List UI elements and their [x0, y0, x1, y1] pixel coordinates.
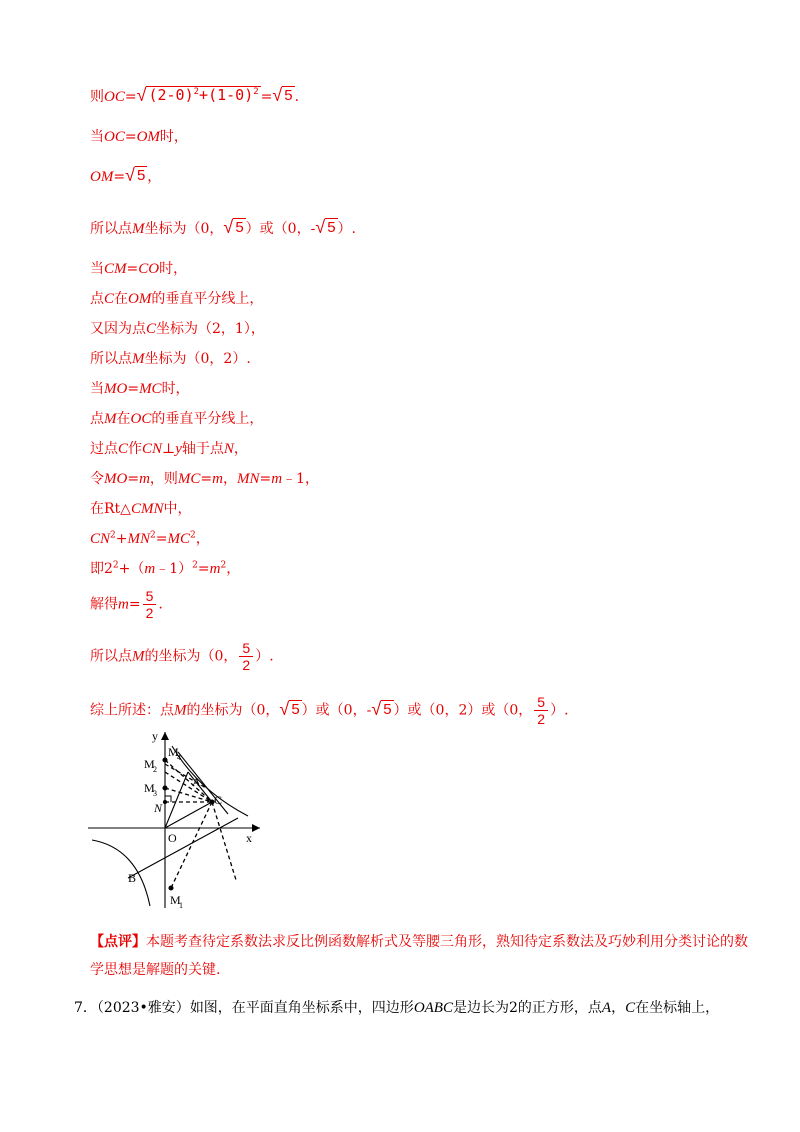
var: MC	[139, 381, 162, 397]
text: =	[155, 531, 168, 547]
line-bo	[128, 818, 238, 878]
var: m	[212, 471, 223, 487]
radicand: 5	[383, 700, 392, 718]
comment-block	[90, 928, 750, 984]
y-axis-arrow	[161, 732, 169, 740]
var: C	[104, 291, 115, 307]
numerator: 5	[534, 694, 548, 711]
text: ，	[233, 441, 248, 457]
fraction	[534, 694, 548, 727]
line-pythagoras	[90, 530, 210, 548]
line-m-on-bisector	[90, 410, 263, 428]
line-m-coords-frac	[90, 640, 274, 673]
text: =	[259, 471, 272, 487]
text: 时，	[159, 261, 188, 277]
text: 时，	[159, 129, 188, 145]
label-m2: M	[144, 757, 155, 771]
line-oc-distance	[90, 86, 299, 106]
radicand: 5	[235, 219, 244, 236]
label-o: O	[168, 831, 177, 845]
var: OC	[104, 89, 125, 105]
fraction	[239, 640, 253, 673]
dash-c-down	[212, 802, 236, 880]
text: =	[127, 471, 140, 487]
text: 解得	[90, 596, 118, 613]
text: 坐标为（0，	[144, 221, 224, 237]
text: =	[127, 381, 140, 397]
text: 点	[90, 291, 104, 307]
var: MC	[167, 531, 190, 547]
text: +（	[118, 561, 145, 577]
text: 当	[90, 381, 104, 397]
text: =	[124, 129, 137, 145]
text: ）或（0，	[245, 221, 311, 237]
line-equation	[90, 560, 240, 578]
radicand: 5	[291, 700, 300, 718]
label-m1-sub: 1	[179, 901, 183, 910]
line-om-value	[90, 166, 161, 186]
radicand: 5	[284, 87, 293, 104]
label-m3: M	[144, 781, 155, 795]
line-let-mo-m	[90, 470, 319, 488]
sqrt-expression	[279, 700, 301, 718]
label-m3-sub: 3	[153, 789, 157, 798]
var: M	[132, 648, 145, 665]
sqrt-result	[272, 86, 294, 104]
text: 综上所述：点	[90, 702, 174, 719]
text: 坐标为（2，1），	[156, 321, 265, 337]
point-m3	[163, 786, 167, 790]
dash-m2-c	[165, 760, 212, 802]
text: 在	[116, 411, 131, 427]
text: =	[260, 89, 273, 105]
radical-sign: √	[371, 698, 382, 719]
text: 在坐标轴上，	[635, 1000, 720, 1016]
var: m	[118, 596, 129, 613]
radical-sign: √	[125, 165, 135, 185]
text: ）或（0，	[301, 702, 367, 719]
text: 中，	[163, 501, 192, 517]
var: M	[174, 702, 187, 719]
var: MO	[104, 381, 128, 397]
label-m1: M	[170, 893, 181, 907]
text: 所以点	[90, 221, 132, 237]
var: m	[209, 561, 221, 577]
sqrt-expression	[137, 86, 261, 104]
fraction	[143, 588, 157, 621]
label-m4: M	[168, 745, 179, 759]
var: CO	[138, 261, 160, 277]
text: 令	[90, 471, 104, 487]
text: 时，	[161, 381, 190, 397]
line-solve-m	[90, 588, 163, 621]
text: 的坐标为（0，	[186, 702, 280, 719]
point-m2	[163, 758, 167, 762]
text: 则	[90, 89, 104, 105]
text: .	[294, 89, 300, 105]
text: 过点	[90, 441, 118, 457]
denominator: 2	[145, 605, 154, 621]
label-c: C	[214, 793, 223, 807]
var: M	[132, 221, 145, 237]
label-a: A	[192, 775, 201, 789]
text: ，	[147, 169, 162, 185]
text: 即2	[90, 561, 113, 577]
var: OM	[90, 169, 114, 185]
exp: 2	[193, 87, 200, 97]
exp: 2	[149, 530, 156, 541]
line-c-coords	[90, 320, 265, 338]
line-m-coords-2	[90, 350, 251, 368]
denominator: 2	[537, 711, 546, 727]
text: 所以点	[90, 648, 132, 665]
var: m	[139, 471, 150, 487]
var: OC	[130, 411, 152, 427]
text: ）.	[255, 648, 274, 665]
numerator: 5	[143, 588, 157, 605]
x-axis-arrow	[252, 824, 260, 832]
sqrt-expression	[315, 218, 337, 236]
coordinate-figure	[88, 728, 268, 910]
hyperbola-branch-upper	[172, 746, 248, 816]
line-oa	[165, 772, 188, 828]
text: 坐标为（0，2）.	[144, 351, 251, 367]
text: 又因为点	[90, 321, 146, 337]
problem-7	[74, 997, 719, 1017]
text: =	[200, 471, 213, 487]
label-m2-sub: 2	[153, 765, 157, 774]
text: 如图，在平面直角坐标系中，四边形	[189, 1000, 414, 1016]
text: ，	[611, 1000, 626, 1016]
text: ，	[226, 561, 241, 577]
radicand: 5	[136, 167, 146, 184]
text: =	[197, 561, 210, 577]
dash-c-m1	[171, 802, 212, 888]
radical-sign: √	[279, 698, 290, 719]
text: ⊥	[162, 441, 176, 457]
var: C	[625, 1000, 636, 1016]
text: ﹣1，	[282, 471, 319, 487]
sqrt-expression	[371, 700, 393, 718]
sqrt-expression	[125, 166, 147, 184]
radical-sign: √	[315, 217, 326, 237]
radicand: 5	[327, 219, 336, 236]
var: CN	[142, 441, 163, 457]
label-x: x	[246, 831, 252, 845]
sqrt-expression	[223, 218, 245, 236]
var: M	[132, 351, 145, 367]
text: +	[115, 531, 128, 547]
var: CMN	[130, 501, 164, 517]
dash-m3-c	[165, 788, 212, 802]
text: 的垂直平分线上，	[151, 411, 264, 427]
var: M	[104, 411, 117, 427]
line-case-oc-om	[90, 128, 188, 146]
line-construct-cn	[90, 440, 248, 458]
text: 是边长为2的正方形，点	[452, 1000, 602, 1016]
line-c-on-bisector	[90, 290, 263, 308]
text: ）.	[337, 221, 356, 237]
exp: 2	[192, 560, 198, 571]
text: 的坐标为（0，	[144, 648, 238, 665]
label-y: y	[152, 729, 158, 743]
var: C	[118, 441, 129, 457]
hyperbola-branch-lower	[92, 840, 150, 906]
text: +(1-0)	[199, 86, 254, 104]
problem-number: 7．	[74, 1000, 97, 1016]
text: 点	[90, 411, 104, 427]
line-case-mo-mc	[90, 380, 190, 398]
text: ，则	[149, 471, 178, 487]
text: 轴于点	[181, 441, 224, 457]
text: ）.	[550, 702, 569, 719]
text: -	[366, 702, 372, 719]
var: MN	[236, 471, 260, 487]
var: MN	[127, 531, 150, 547]
var: OM	[128, 291, 152, 307]
radical-sign: √	[136, 85, 147, 105]
text: 的垂直平分线上，	[151, 291, 264, 307]
denominator: 2	[242, 657, 251, 673]
text: 所以点	[90, 351, 132, 367]
var: m	[144, 561, 156, 577]
line-case-cm-co	[90, 260, 187, 278]
text: 当	[90, 129, 104, 145]
text: 当	[90, 261, 104, 277]
text: 在Rt△	[90, 501, 131, 517]
text: ）或（0，2）或（0，	[393, 702, 533, 719]
var: CN	[90, 531, 111, 547]
var: CM	[104, 261, 127, 277]
exp: 2	[253, 87, 259, 97]
comment-text: 本题考查待定系数法求反比例函数解析式及等腰三角形，熟知待定系数法及巧妙利用分类讨论的数学思想是解题的关键.	[90, 934, 748, 978]
radical-sign: √	[223, 217, 234, 237]
line-m-coords-sqrt5	[90, 218, 356, 238]
text: ，	[222, 471, 237, 487]
text: =	[113, 169, 126, 185]
line-summary	[90, 694, 569, 727]
var: OM	[136, 129, 160, 145]
text: (2-0)	[148, 86, 194, 104]
var: OC	[104, 129, 125, 145]
label-b: B	[128, 871, 137, 885]
radical-sign: √	[272, 85, 283, 105]
text: -	[310, 221, 316, 237]
label-m4-sub: 4	[177, 753, 181, 762]
radicand	[146, 86, 260, 104]
line-right-triangle	[90, 500, 191, 518]
text: =	[124, 89, 137, 105]
text: .	[158, 596, 163, 613]
var: m	[271, 471, 283, 487]
text: 作	[128, 441, 143, 457]
var: A	[601, 1000, 612, 1016]
text: =	[128, 596, 141, 613]
line-oc	[165, 802, 212, 828]
var: MC	[177, 471, 201, 487]
var: C	[146, 321, 157, 337]
exp: 2	[112, 560, 119, 571]
text: ﹣1）	[155, 561, 193, 577]
var: MO	[104, 471, 128, 487]
exp: 2	[220, 560, 227, 571]
var: OABC	[413, 1000, 453, 1016]
point-m1	[169, 886, 173, 890]
exp: 2	[189, 530, 196, 541]
text: 在	[114, 291, 129, 307]
point-n	[164, 801, 167, 804]
comment-tag: 【点评】	[90, 934, 146, 950]
text: =	[126, 261, 139, 277]
numerator: 5	[239, 640, 253, 657]
text: ，	[195, 531, 210, 547]
label-n: N	[154, 801, 163, 815]
exp: 2	[110, 530, 116, 541]
var: N	[223, 441, 234, 457]
problem-source: （2023•雅安）	[96, 1000, 190, 1016]
var: y	[175, 441, 182, 457]
